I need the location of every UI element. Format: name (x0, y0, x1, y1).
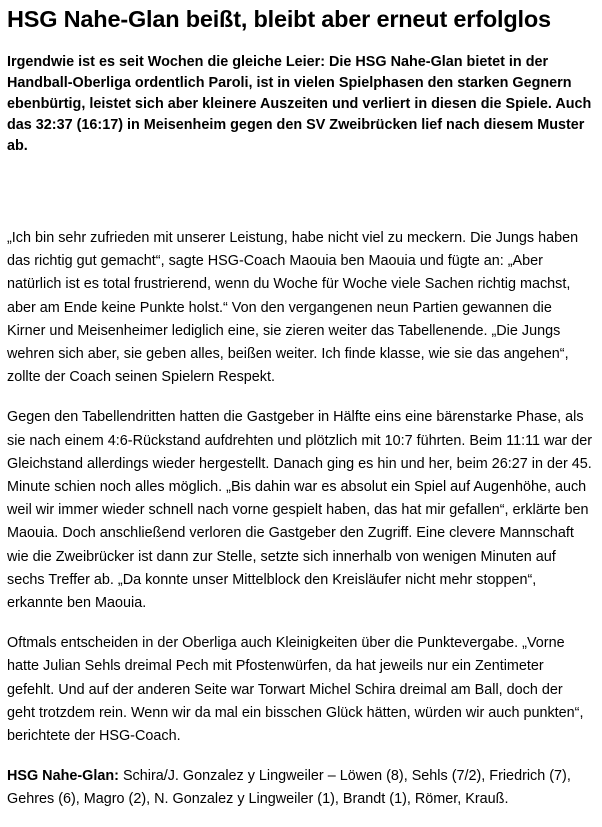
article-paragraph-2: Gegen den Tabellendritten hatten die Gastgeber in Hälfte eins eine bärenstarke Phase, als sie nach einem 4:6-Rückstand aufdrehten und plötzlich mit 10:7 führten. Beim 11:11 war der Gleichstand allerdings wieder hergestellt. Danach ging es hin und her, beim 26:27 in der 45. Minute schien noch alles möglich. „Bis dahin war es absolut ein Spiel auf Augenhöhe, auch weil wir immer wieder schnell nach vorne gespielt haben, das hat mir gefallen“, erklärte ben Maouia. Doch anschließend verloren die Gastgeber den Zugriff. Eine clevere Mannschaft wie die Zweibrücker ist dann zur Stelle, setzte sich innerhalb von wenigen Minuten auf sechs Treffer ab. „Da konnte unser Mittelblock den Kreisläufer nicht mehr stoppen“, erkannte ben Maouia. (7, 409, 593, 612)
article-paragraph-3: Oftmals entscheiden in der Oberliga auch Kleinigkeiten über die Punktevergabe. „Vorne hatte Julian Sehls dreimal Pech mit Pfostenwürfen, da hat jeweils nur ein Zentimeter gefehlt. Und auf der anderen Seite war Torwart Michel Schira dreimal am Ball, doch der geht trotzdem rein. Wenn wir da mal ein bisschen Glück hätten, würden wir auch punkten“, berichtete der HSG-Coach. (7, 635, 584, 745)
team-lineup (7, 765, 593, 811)
team-lineup-text: Schira/J. Gonzalez y Lingweiler – Löwen (8), Sehls (7/2), Friedrich (7), Gehres (6), Magro (2), N. Gonzalez y Lingweiler (1), Brandt (1), Römer, Krauß. (7, 768, 571, 808)
lead-spacer (7, 157, 593, 227)
team-lineup-label: HSG Nahe-Glan: (7, 768, 119, 785)
article-lead: Irgendwie ist es seit Wochen die gleiche Leier: Die HSG Nahe-Glan bietet in der Handball-Oberliga ordentlich Paroli, ist in vielen Spielphasen den starken Gegnern ebenbürtig, leistet sich aber kleinere Auszeiten und verliert in diesen die Spiele. Auch das 32:37 (16:17) in Meisenheim gegen den SV Zweibrücken lief nach diesem Muster ab. (7, 54, 592, 154)
article-headline: HSG Nahe-Glan beißt, bleibt aber erneut erfolglos (7, 6, 551, 32)
article-paragraph-1: „Ich bin sehr zufrieden mit unserer Leistung, habe nicht viel zu meckern. Die Jungs haben das richtig gut gemacht“, sagte HSG-Coach Maouia ben Maouia und fügte an: „Aber natürlich ist es total frustrierend, wenn du Woche für Woche viele Sachen richtig machst, aber am Ende keine Punkte holst.“ Von den vergangenen neun Partien gewannen die Kirner und Meisenheimer lediglich eine, sie zieren weiter das Tabellenende. „Die Jungs wehren sich aber, sie geben alles, beißen weiter. Ich finde klasse, wie sie das angehen“, zollte der Coach seinen Spielern Respekt. (7, 230, 579, 386)
